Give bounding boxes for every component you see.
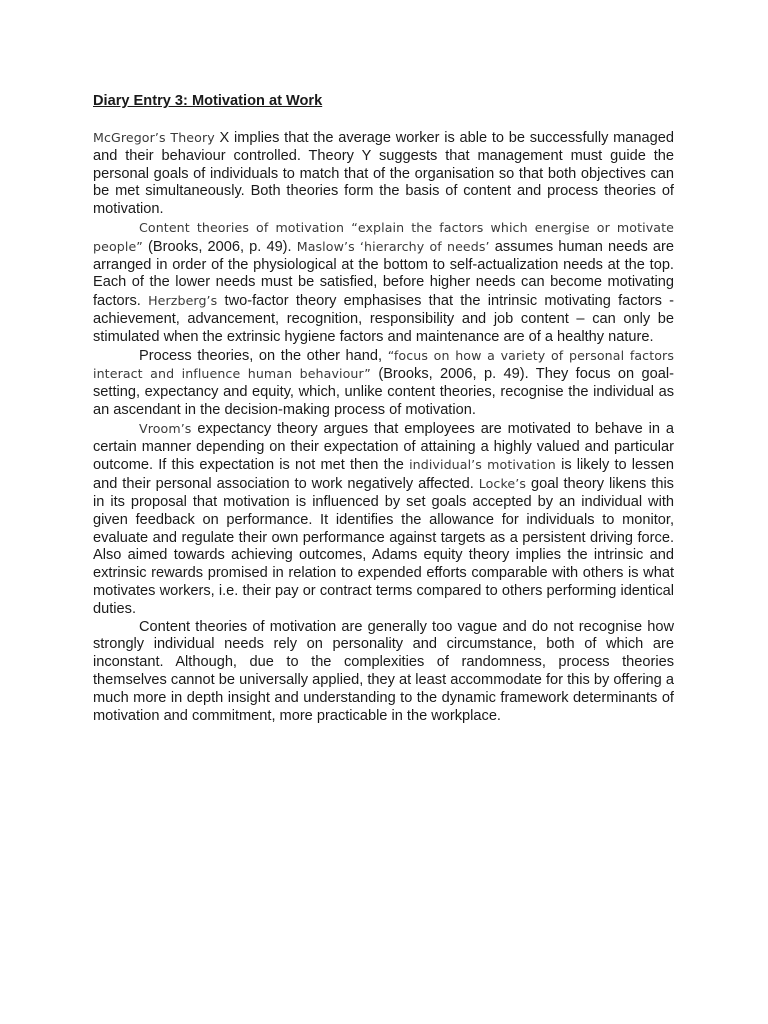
paragraph-1-text: X implies that the average worker is able to be successfully managed and their behaviour controlled. Theory Y suggests that management must guide the personal goals of individuals to match that of the organisation so that both objectives can be met simultaneously. Both theories form the basis of content and process theories of motivation. <box>93 130 674 218</box>
paragraph-3 <box>93 347 674 420</box>
paragraph-5-text: Content theories of motivation are generally too vague and do not recognise how strongly individual needs rely on personality and circumstance, both of which are inconstant. Although, due to the complexities of randomness, process theories themselves cannot be universally applied, they at least accommodate for this by offering a much more in depth insight and understanding to the dynamic framework determinants of motivation and commitment, more practicable in the workplace. <box>93 618 674 724</box>
paragraph-3-text: (Brooks, 2006, p. 49). They focus on goal-setting, expectancy and equity, which, unlike content theories, recognise the individual as an ascendant in the decision-making process of motivation. <box>93 366 675 418</box>
paragraph-4 <box>93 420 674 619</box>
paragraph-5 <box>93 619 674 726</box>
paragraph-2-text-b: two-factor theory emphasises that the intrinsic motivating factors - achievement, advancement, recognition, responsibility and job content – can only be stimulated when the extrinsic hygiene factors and maintenance are of a healthy nature. <box>93 293 674 345</box>
paragraph-4-text-b: is likely to lessen and their personal association to work negatively affected. <box>93 457 674 493</box>
content-theories-quote: Content theories of motivation “explain the factors which energise or motivate people” <box>93 219 674 254</box>
paragraph-4-text-c: goal theory likens this in its proposal that motivation is influenced by set goals accepted by an individual with given feedback on performance. It identifies the allowance for individuals to monitor, evaluate and regulate their own performance against targets as a persistent driving force. Also aimed towards achieving outcomes, Adams equity theory implies the intrinsic and extrinsic rewards promised in relation to expended efforts comparable with others is what motivates workers, i.e. their pay or contract terms compared to others performing identical duties. <box>93 476 674 617</box>
locke-text: Locke’s <box>478 476 527 492</box>
paragraph-3-lead: Process theories, on the other hand, <box>139 347 388 364</box>
paragraph-2 <box>93 219 674 347</box>
mcgregor-theory-text: McGregor’s Theory <box>93 130 215 145</box>
paragraph-1 <box>93 129 674 219</box>
process-theories-quote: “focus on how a variety of personal factors interact and influence human behaviour” <box>93 347 674 382</box>
herzberg-text: Herzberg’s <box>148 293 218 309</box>
paragraph-2-citation: (Brooks, 2006, p. 49). <box>142 238 297 255</box>
document-body <box>93 92 674 725</box>
vroom-text: Vroom’s <box>139 420 192 436</box>
paragraph-2-text-a: assumes human needs are arranged in order of the physiological at the bottom to self-actualization needs at the top. Each of the lower needs must be satisfied, before higher needs can become motivating factors. <box>93 238 675 310</box>
document-title: Diary Entry 3: Motivation at Work <box>93 93 323 109</box>
maslow-text: Maslow’s ‘hierarchy of needs’ <box>296 238 490 254</box>
paragraph-4-text-a: expectancy theory argues that employees are motivated to behave in a certain manner depending on their expectation of attaining a highly valued and particular outcome. If this expectation is not met then the <box>93 420 674 474</box>
individual-motivation-text: individual’s motivation <box>409 457 556 473</box>
